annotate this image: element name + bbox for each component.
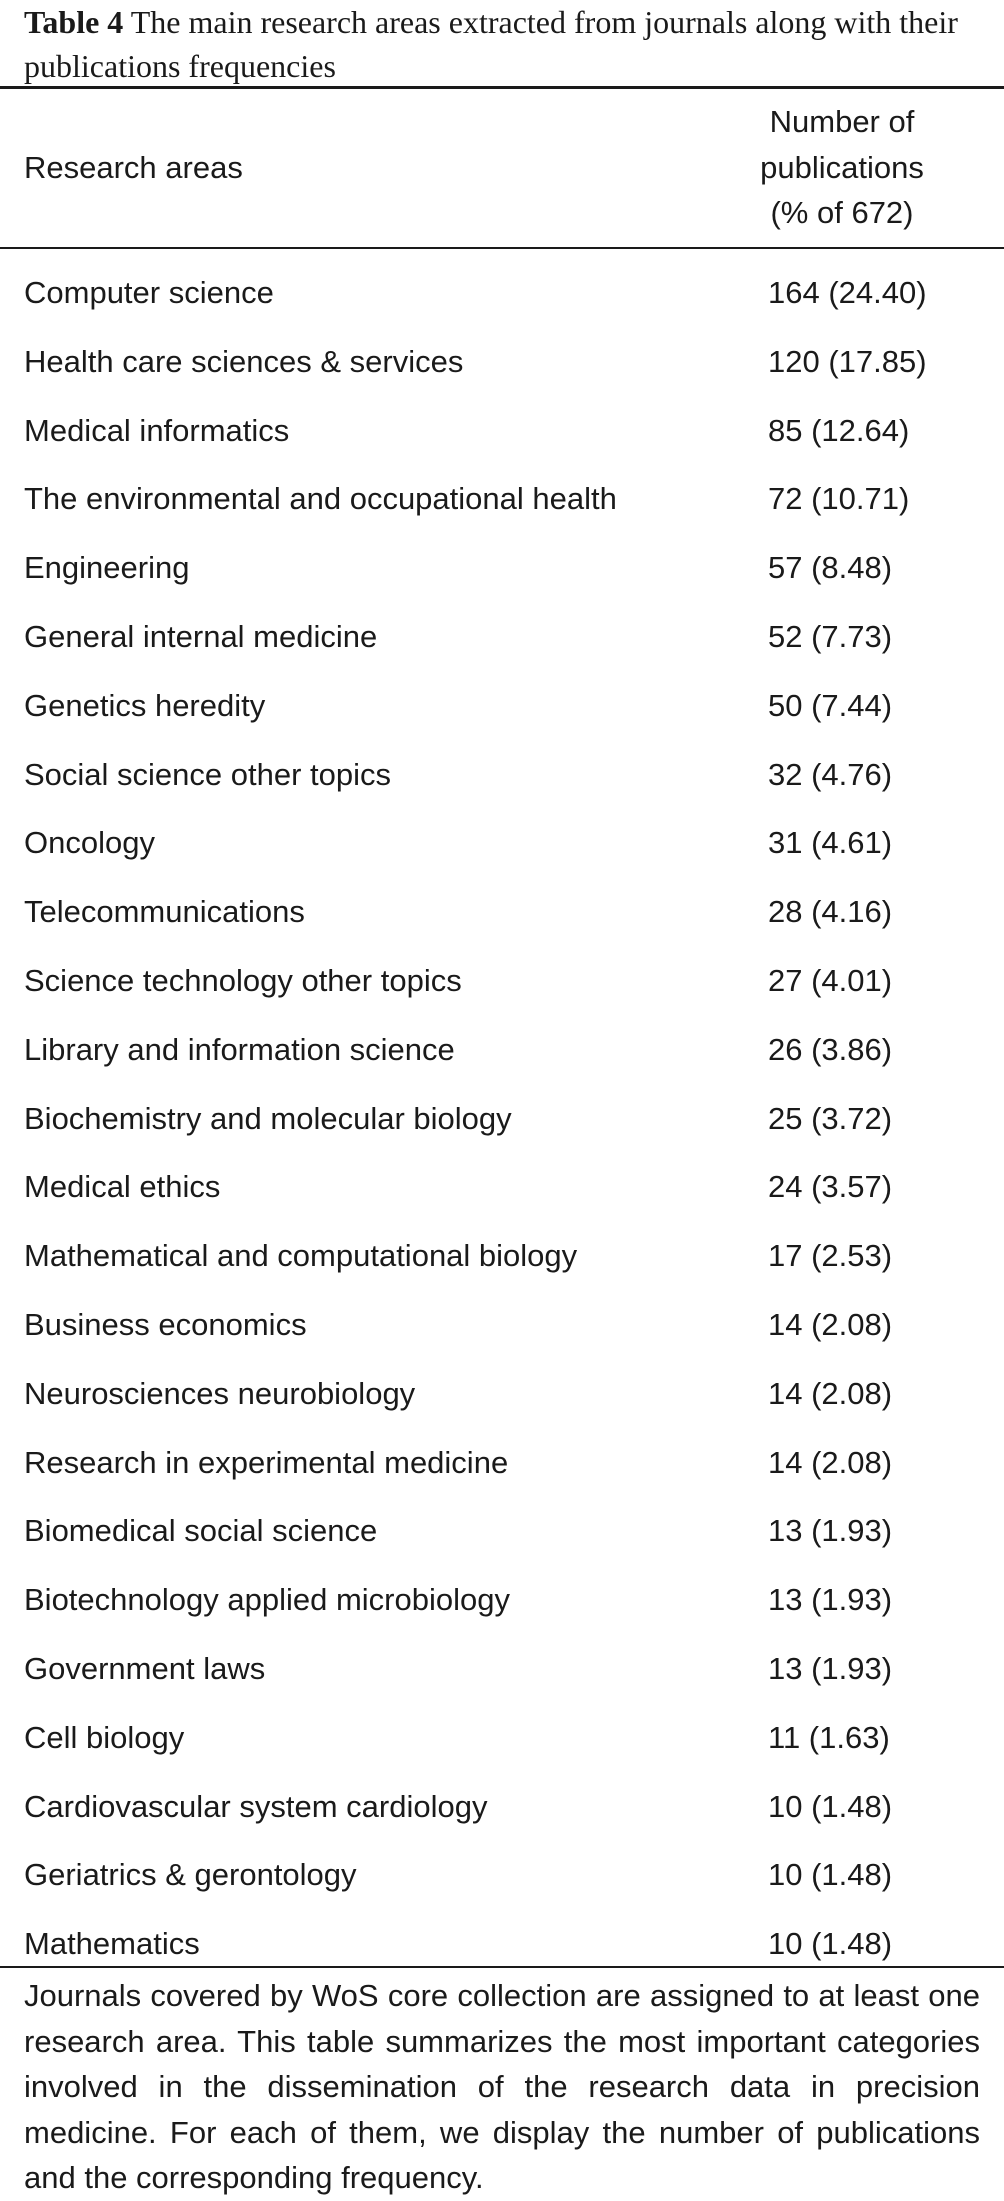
- research-area-cell: Science technology other topics: [24, 962, 462, 998]
- research-area-cell: Health care sciences & services: [24, 343, 464, 379]
- table-row: [0, 1841, 1004, 1910]
- header-number-line-2: publications: [760, 149, 924, 185]
- table-row: [0, 1153, 1004, 1222]
- table-footnote: Journals covered by WoS core collection are assigned to at least one research area. This table summarizes the most important categories involved in the dissemination of the research data in precision medicine. For each of them, we display the number of publications and the corresponding frequency.: [24, 1978, 980, 2195]
- research-area-cell: Cell biology: [24, 1719, 185, 1755]
- table-row: [0, 534, 1004, 603]
- research-area-cell: General internal medicine: [24, 618, 378, 654]
- publications-cell: 17 (2.53): [768, 1238, 893, 1274]
- header-number-line-1: Number of: [769, 104, 915, 139]
- research-area-cell: Engineering: [24, 550, 190, 586]
- table-row: [0, 1222, 1004, 1291]
- research-area-cell: Library and information science: [24, 1031, 455, 1067]
- table-row: [0, 1085, 1004, 1154]
- table-row: [0, 259, 1004, 328]
- table-row: [0, 741, 1004, 810]
- publications-cell: 13 (1.93): [768, 1513, 893, 1549]
- publications-cell: 164 (24.40): [768, 275, 927, 310]
- publications-cell: 32 (4.76): [768, 756, 893, 792]
- publications-cell: 85 (12.64): [768, 412, 910, 448]
- table-row: [0, 1910, 1004, 1979]
- publications-cell: 14 (2.08): [768, 1306, 893, 1342]
- header-research-areas: Research areas: [24, 150, 243, 185]
- top-rule: [0, 86, 1004, 89]
- table-row: [0, 328, 1004, 397]
- table-row: [0, 947, 1004, 1016]
- research-area-cell: Oncology: [24, 825, 155, 861]
- research-area-cell: Government laws: [24, 1650, 266, 1686]
- table-row: [0, 1773, 1004, 1842]
- research-area-cell: Social science other topics: [24, 756, 392, 792]
- research-area-cell: Medical informatics: [24, 412, 290, 448]
- table-row: [0, 1566, 1004, 1635]
- research-area-cell: Computer science: [24, 275, 274, 310]
- publications-cell: 31 (4.61): [768, 825, 893, 861]
- table-row: [0, 465, 1004, 534]
- table-row: [0, 397, 1004, 466]
- header-number-of-publications: [700, 99, 984, 236]
- publications-cell: 26 (3.86): [768, 1031, 893, 1067]
- table-row: [0, 1429, 1004, 1498]
- publications-cell: 28 (4.16): [768, 894, 893, 930]
- publications-cell: 27 (4.01): [768, 962, 893, 998]
- table-row: [0, 1360, 1004, 1429]
- publications-cell: 10 (1.48): [768, 1926, 893, 1962]
- publications-cell: 57 (8.48): [768, 550, 893, 586]
- research-area-cell: Cardiovascular system cardiology: [24, 1788, 488, 1824]
- publications-cell: 10 (1.48): [768, 1857, 893, 1893]
- research-area-cell: Telecommunications: [24, 894, 305, 930]
- bottom-rule: [0, 1966, 1004, 1968]
- publications-cell: 72 (10.71): [768, 481, 910, 517]
- table-label: Table 4: [24, 4, 124, 40]
- header-number-line-3: (% of 672): [770, 195, 914, 230]
- publications-cell: 13 (1.93): [768, 1582, 893, 1618]
- publications-cell: 52 (7.73): [768, 618, 893, 654]
- table-row: [0, 1291, 1004, 1360]
- research-area-cell: Biochemistry and molecular biology: [24, 1100, 512, 1136]
- research-area-cell: Biotechnology applied microbiology: [24, 1582, 510, 1618]
- research-area-cell: The environmental and occupational health: [24, 481, 617, 517]
- publications-cell: 11 (1.63): [768, 1719, 890, 1755]
- research-area-cell: Genetics heredity: [24, 687, 266, 723]
- publications-cell: 14 (2.08): [768, 1444, 893, 1480]
- research-area-cell: Medical ethics: [24, 1169, 221, 1205]
- publications-cell: 120 (17.85): [768, 343, 927, 379]
- table-row: [0, 672, 1004, 741]
- table-caption-text: The main research areas extracted from journals along with their publications frequencies: [24, 4, 958, 84]
- table-row: [0, 1635, 1004, 1704]
- publications-cell: 13 (1.93): [768, 1650, 893, 1686]
- research-area-cell: Neurosciences neurobiology: [24, 1375, 416, 1411]
- publications-cell: 24 (3.57): [768, 1169, 893, 1205]
- research-area-cell: Mathematics: [24, 1926, 200, 1962]
- research-area-cell: Research in experimental medicine: [24, 1444, 509, 1480]
- table-caption: [24, 0, 984, 88]
- table-row: [0, 878, 1004, 947]
- header-rule: [0, 247, 1004, 249]
- table-row: [0, 1497, 1004, 1566]
- publications-cell: 10 (1.48): [768, 1788, 893, 1824]
- table-row: [0, 603, 1004, 672]
- table-body: [0, 259, 1004, 1979]
- table-row: [0, 1704, 1004, 1773]
- research-area-cell: Biomedical social science: [24, 1513, 378, 1549]
- table-row: [0, 809, 1004, 878]
- research-area-cell: Business economics: [24, 1306, 307, 1342]
- research-area-cell: Geriatrics & gerontology: [24, 1857, 357, 1893]
- table-row: [0, 1016, 1004, 1085]
- publications-cell: 50 (7.44): [768, 687, 893, 723]
- research-area-cell: Mathematical and computational biology: [24, 1238, 578, 1274]
- publications-cell: 25 (3.72): [768, 1100, 893, 1136]
- publications-cell: 14 (2.08): [768, 1375, 893, 1411]
